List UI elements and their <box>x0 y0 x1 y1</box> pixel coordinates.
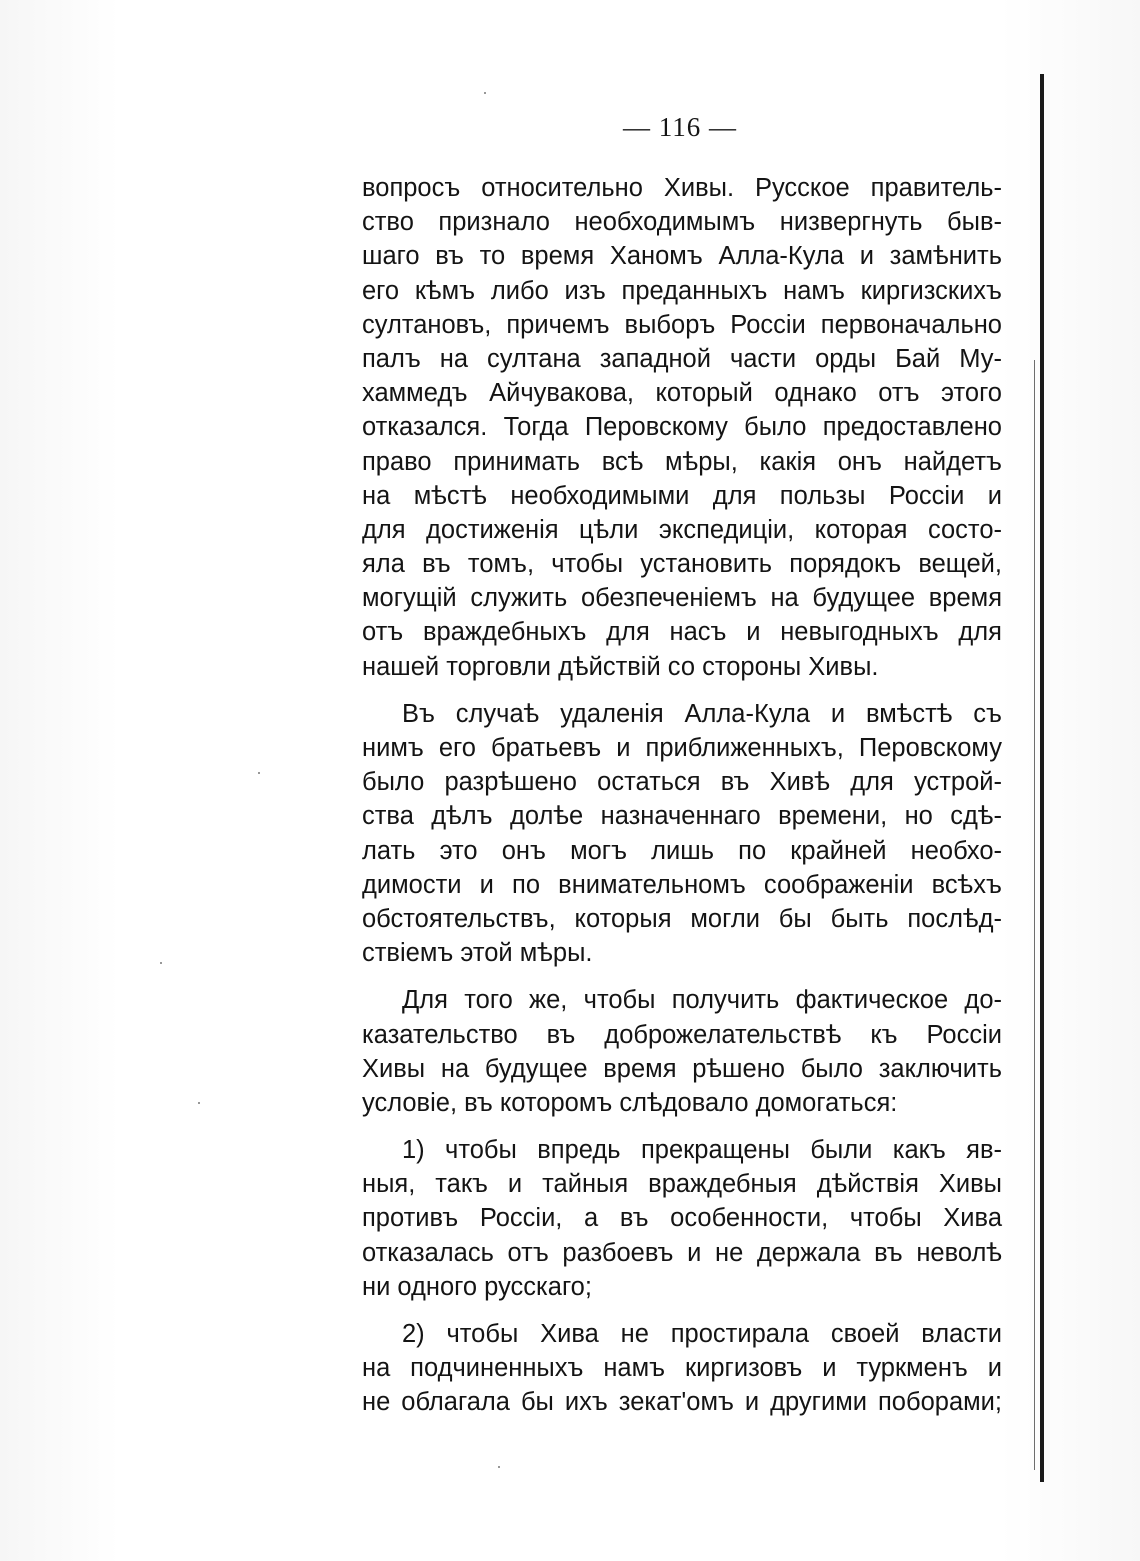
text-line: шаго въ то время Ханомъ Алла-Кула и замѣнить <box>362 242 1002 271</box>
text-line: ство признало необходимымъ низвергнуть быв- <box>362 208 1002 237</box>
binding-edge-line <box>1040 74 1044 1482</box>
text-line: противъ Россiи, а въ особенности, чтобы Хива <box>362 1204 1002 1233</box>
text-line: на подчиненныхъ намъ киргизовъ и туркменъ и <box>362 1354 1002 1383</box>
text-line: отказался. Тогда Перовскому было предоставлено <box>362 413 1002 442</box>
text-line: право принимать всѣ мѣры, какiя онъ найдетъ <box>362 447 1002 476</box>
text-line: казательство въ доброжелательствѣ къ Россiи <box>362 1020 1002 1049</box>
paragraph-1 <box>362 171 1002 684</box>
text-line: нимъ его братьевъ и приближенныхъ, Перовскому <box>362 734 1002 762</box>
text-line: на мѣстѣ необходимыми для пользы Россiи и <box>362 481 1002 510</box>
text-line: нашей торговли дѣйствiй со стороны Хивы. <box>362 652 879 681</box>
list-item-2 <box>362 1317 1002 1420</box>
paragraph-2 <box>362 697 1002 971</box>
text-line: хаммедъ Айчувакова, который однако отъ этого <box>362 379 1002 408</box>
text-line: вопросъ относительно Хивы. Русское правитель- <box>362 174 1002 202</box>
text-line: ни одного русскаго; <box>362 1272 592 1301</box>
text-line: отказалась отъ разбоевъ и не держала въ неволѣ <box>362 1238 1002 1267</box>
text-line: было разрѣшено остаться въ Хивѣ для устрой- <box>362 768 1002 797</box>
text-line: Хивы на будущее время рѣшено было заключить <box>362 1054 1002 1083</box>
text-line: палъ на султана западной части орды Бай Му- <box>362 344 1002 373</box>
text-line: 2) чтобы Хива не простирала своей власти <box>402 1320 1002 1348</box>
text-line: отъ враждебныхъ для насъ и невыгодныхъ для <box>362 618 1002 647</box>
scan-speck <box>484 92 486 94</box>
scan-speck <box>258 772 260 774</box>
text-line: ства дѣлъ долѣе назначеннаго времени, но сдѣ- <box>362 802 1002 831</box>
scan-speck <box>198 1102 200 1104</box>
text-line: его кѣмъ либо изъ преданныхъ намъ киргизскихъ <box>362 276 1002 305</box>
list-item-1 <box>362 1133 1002 1304</box>
paragraph-3 <box>362 983 1002 1120</box>
text-line: не облагала бы ихъ зекат'омъ и другими поборами; <box>362 1388 1002 1417</box>
text-line: 1) чтобы впредь прекращены были какъ яв- <box>402 1136 1002 1165</box>
body-text <box>362 171 1002 1420</box>
text-line: лать это онъ могъ лишь по крайней необхо- <box>362 836 1002 865</box>
scan-speck <box>160 962 162 964</box>
text-line: димости и по внимательномъ соображенiи всѣхъ <box>362 870 1002 899</box>
text-line: султановъ, причемъ выборъ Россiи первоначально <box>362 310 1002 339</box>
text-line: яла въ томъ, чтобы установить порядокъ вещей, <box>362 550 1002 579</box>
text-line: ныя, такъ и тайныя враждебныя дѣйствiя Хивы <box>362 1170 1002 1199</box>
scan-speck <box>498 1466 500 1468</box>
text-line: Въ случаѣ удаленiя Алла-Кула и вмѣстѣ съ <box>402 699 1002 728</box>
text-line: ствiемъ этой мѣры. <box>362 939 593 968</box>
page-number: — 116 — <box>623 112 737 142</box>
binding-edge-shadow <box>1034 360 1035 1470</box>
text-line: обстоятельствъ, которыя могли бы быть послѣд- <box>362 904 1002 933</box>
text-line: могущiй служить обезпеченiемъ на будущее время <box>362 584 1002 613</box>
text-line: для достиженiя цѣли экспедицiи, которая состо- <box>362 515 1002 544</box>
text-line: условiе, въ которомъ слѣдовало домогаться: <box>362 1088 898 1117</box>
text-line: Для того же, чтобы получить фактическое до- <box>402 986 1002 1015</box>
